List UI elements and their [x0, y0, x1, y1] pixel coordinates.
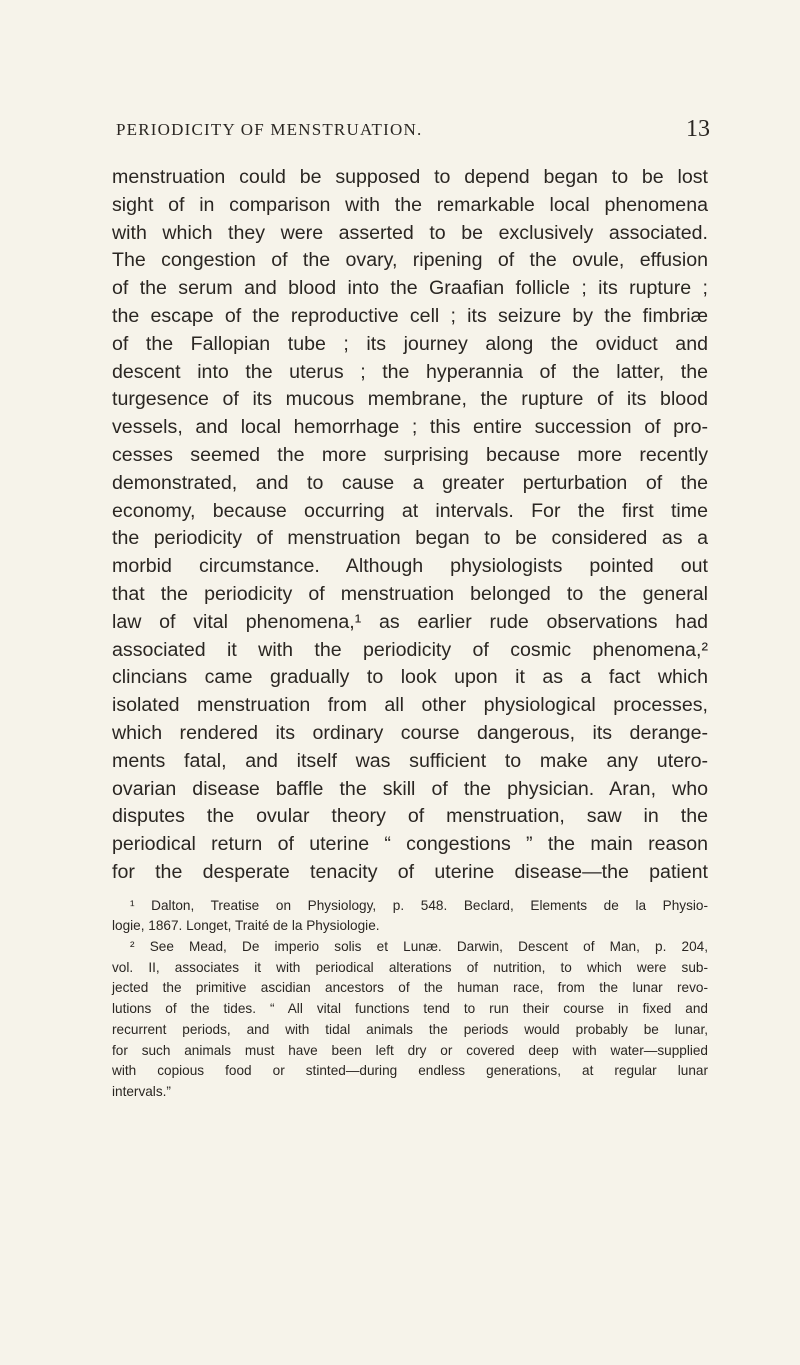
text-line: associated it with the periodicity of cosmic phenomena,²: [112, 638, 708, 661]
text-line: vessels, and local hemorrhage ; this entire succession of pro-: [112, 416, 708, 439]
text-line: cesses seemed the more surprising because more recently: [112, 443, 708, 466]
footnote-line: with copious food or stinted—during endless generations, at regular lunar: [112, 1063, 708, 1079]
footnote-line: vol. II, associates it with periodical alterations of nutrition, to which were sub-: [112, 959, 708, 975]
footnote-line: intervals.”: [112, 1083, 171, 1099]
text-line: The congestion of the ovary, ripening of the ovule, effusion: [112, 249, 708, 272]
text-line: disputes the ovular theory of menstruation, saw in the: [112, 805, 708, 828]
footnote-line: recurrent periods, and with tidal animals the periods would probably be lunar,: [112, 1021, 708, 1037]
text-line: turgesence of its mucous membrane, the rupture of its blood: [112, 388, 708, 411]
running-head-title: PERIODICITY OF MENSTRUATION.: [116, 120, 423, 139]
footnotes: [112, 896, 708, 1103]
book-page: [112, 118, 708, 1103]
running-head: [112, 118, 708, 148]
body-paragraph: [112, 164, 708, 887]
footnote-line: ² See Mead, De imperio solis et Lunæ. Darwin, Descent of Man, p. 204,: [130, 939, 708, 955]
footnote-line: ¹ Dalton, Treatise on Physiology, p. 548. Beclard, Elements de la Physio-: [130, 897, 708, 913]
text-line: clincians came gradually to look upon it as a fact which: [112, 666, 708, 689]
text-line: the periodicity of menstruation began to be considered as a: [112, 527, 708, 550]
page-number: 13: [686, 116, 710, 142]
text-line: of the serum and blood into the Graafian follicle ; its rupture ;: [112, 277, 708, 300]
text-line: which rendered its ordinary course dangerous, its derange-: [112, 721, 708, 744]
text-line: economy, because occurring at intervals. For the first time: [112, 499, 708, 522]
text-line: with which they were asserted to be exclusively associated.: [112, 221, 708, 244]
text-line: menstruation could be supposed to depend began to be lost: [112, 166, 708, 188]
text-line: that the periodicity of menstruation belonged to the general: [112, 582, 708, 605]
text-line: of the Fallopian tube ; its journey along the oviduct and: [112, 332, 708, 355]
text-line: the escape of the reproductive cell ; its seizure by the fimbriæ: [112, 304, 708, 327]
text-line: isolated menstruation from all other physiological processes,: [112, 694, 708, 717]
text-line: sight of in comparison with the remarkable local phenomena: [112, 193, 708, 216]
footnote-line: for such animals must have been left dry or covered deep with water—supplied: [112, 1042, 708, 1058]
text-line: ovarian disease baffle the skill of the physician. Aran, who: [112, 777, 708, 800]
text-line: periodical return of uterine “ congestions ” the main reason: [112, 833, 708, 856]
footnote-line: logie, 1867. Longet, Traité de la Physiologie.: [112, 918, 380, 934]
footnote-line: lutions of the tides. “ All vital functions tend to run their course in fixed and: [112, 1001, 708, 1017]
text-line: descent into the uterus ; the hyperannia of the latter, the: [112, 360, 708, 383]
text-line: for the desperate tenacity of uterine disease—the patient: [112, 860, 708, 883]
text-line: law of vital phenomena,¹ as earlier rude observations had: [112, 610, 708, 633]
text-line: ments fatal, and itself was sufficient to make any utero-: [112, 749, 708, 772]
footnote-line: jected the primitive ascidian ancestors of the human race, from the lunar revo-: [112, 980, 708, 996]
text-line: morbid circumstance. Although physiologists pointed out: [112, 555, 708, 578]
text-line: demonstrated, and to cause a greater perturbation of the: [112, 471, 708, 494]
